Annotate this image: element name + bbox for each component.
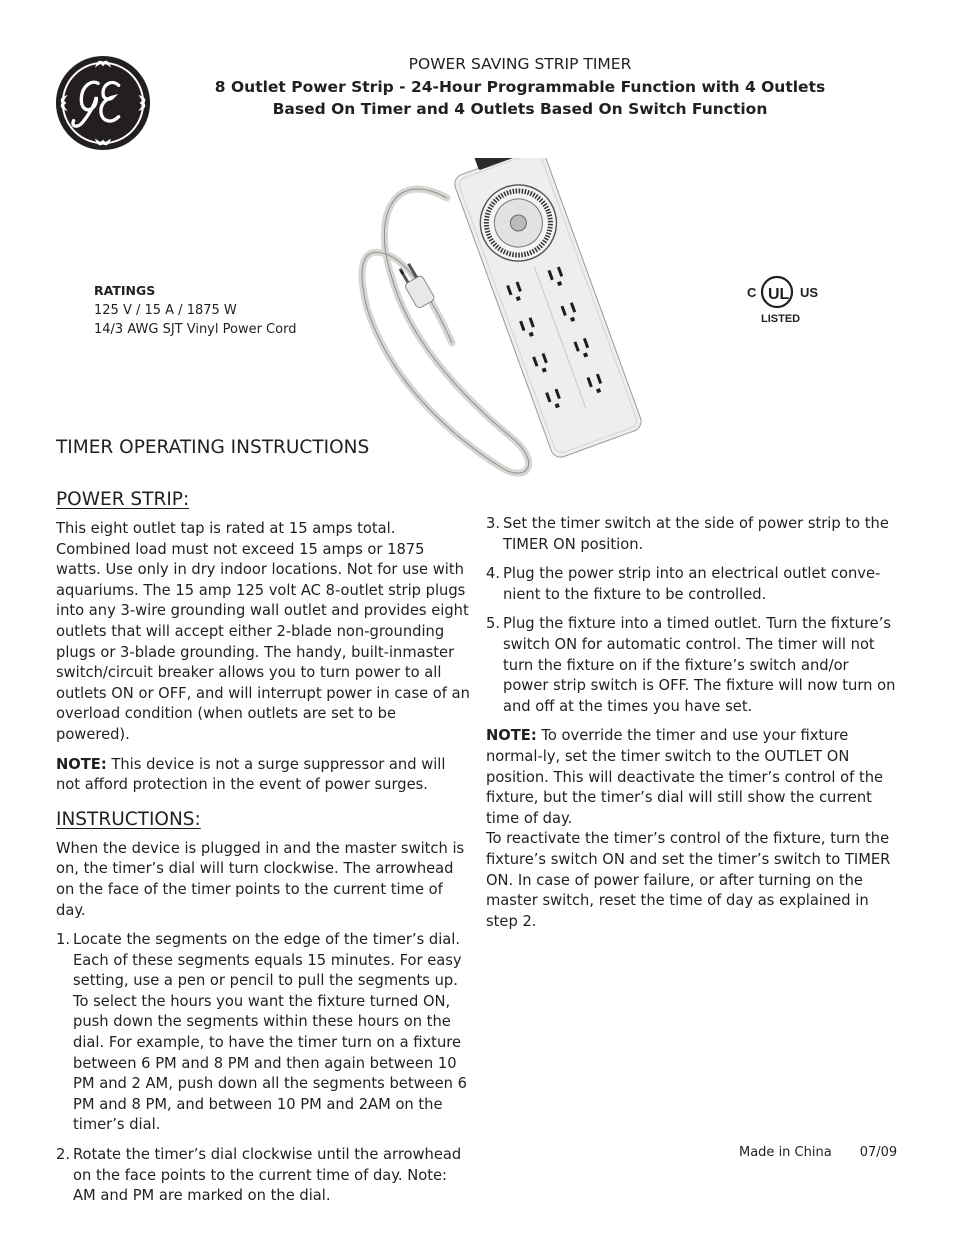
left-column <box>56 489 470 1207</box>
list-item <box>486 564 898 605</box>
note-text: To override the timer and use your fixture normal-ly, set the timer switch to the OUTLET ON position. This will deactivate the timer’s control of the fixture, but the timer’s dial will still show the current time of day. <box>486 727 884 827</box>
ul-c-letter: C <box>747 285 757 300</box>
ul-listed-text: LISTED <box>761 313 801 325</box>
list-text: Plug the power strip into an electrical outlet conve-nient to the fixture to be controlled. <box>503 565 881 603</box>
override-note <box>486 726 898 829</box>
list-text: Locate the segments on the edge of the timer’s dial. Each of these segments equals 15 minutes. For easy setting, use a pen or pencil to pull the segments up. To select the hours you want the fixture turned ON, push down the segments within these hours on the dial. For example, to have the timer turn on a fixture between 6 PM and 8 PM and then again between 10 PM and 2 AM, push down all the segments between 6 PM and 8 PM, and between 10 PM and 2AM on the timer’s dial. <box>73 931 468 1134</box>
header-line-3: Based On Timer and 4 Outlets Based On Switch Function <box>272 100 768 118</box>
instructions-intro: When the device is plugged in and the master switch is on, the timer’s dial will turn clockwise. The arrowhead on the face of the timer points to the current time of day. <box>56 839 465 919</box>
ratings-line-2: 14/3 AWG SJT Vinyl Power Cord <box>94 322 297 337</box>
header-line-1: POWER SAVING STRIP TIMER <box>408 55 632 73</box>
right-column <box>486 514 898 932</box>
print-date: 07/09 <box>859 1145 898 1160</box>
ul-icon <box>744 271 824 327</box>
ul-us-letters: US <box>800 285 819 300</box>
note-text: This device is not a surge suppressor and will not afford protection in the event of power surges. <box>56 755 446 794</box>
list-number: 2. <box>56 1146 71 1164</box>
note-label: NOTE: <box>486 727 537 745</box>
list-number: 5. <box>486 615 501 633</box>
power-strip-title: POWER STRIP: <box>56 489 190 510</box>
list-text: Rotate the timer’s dial clockwise until the arrowhead on the face points to the current time of day. Note: AM and PM are marked on the dial. <box>73 1146 462 1205</box>
list-number: 1. <box>56 931 71 949</box>
list-item <box>486 614 898 717</box>
timer-instructions-title: TIMER OPERATING INSTRUCTIONS <box>56 437 370 458</box>
list-text: Plug the fixture into a timed outlet. Turn the fixture’s switch ON for automatic control. The timer will not turn the fixture on if the fixture’s switch and/or power strip switch is OFF. The fixture will now turn on and off at the times you have set. <box>503 615 896 715</box>
power-strip-note <box>56 755 470 796</box>
ge-logo <box>54 54 152 152</box>
note-label: NOTE: <box>56 755 107 773</box>
footer <box>739 1145 897 1160</box>
header-line-2: 8 Outlet Power Strip - 24-Hour Programmable Function with 4 Outlets <box>214 77 826 96</box>
list-item <box>56 1145 470 1207</box>
ratings-line-1: 125 V / 15 A / 1875 W <box>94 302 237 318</box>
list-item <box>56 930 470 1136</box>
list-text: Set the timer switch at the side of power strip to the TIMER ON position. <box>503 515 889 553</box>
reactivate-note: To reactivate the timer’s control of the fixture, turn the fixture’s switch ON and set the timer’s switch to TIMER ON. In case of power failure, or after turning on the master switch, reset the time of day as explained in step 2. <box>486 830 891 930</box>
power-strip-image <box>352 158 670 483</box>
power-strip-body: This eight outlet tap is rated at 15 amps total. Combined load must not exceed 15 amps or 1875 watts. Use only in dry indoor locations. Not for use with aquariums. The 15 amp 125 volt AC 8-outlet strip plugs into any 3-wire grounding wall outlet and provides eight outlets that will accept either 2-blade non-grounding plugs or 3-blade grounding. The handy, built-inmaster switch/circuit breaker allows you to turn power to all outlets ON or OFF, and will interrupt power in case of an overload condition (when outlets are set to be powered). <box>56 520 470 743</box>
document-header <box>150 53 890 121</box>
list-number: 4. <box>486 565 501 583</box>
made-in-label: Made in China <box>739 1145 832 1160</box>
ratings-title: RATINGS <box>94 283 156 298</box>
list-number: 3. <box>486 515 501 532</box>
list-item <box>486 514 898 555</box>
instructions-title: INSTRUCTIONS: <box>56 808 201 830</box>
ratings-block <box>94 281 296 340</box>
ul-letters: UL <box>768 286 790 303</box>
ul-listed-mark <box>744 271 824 327</box>
